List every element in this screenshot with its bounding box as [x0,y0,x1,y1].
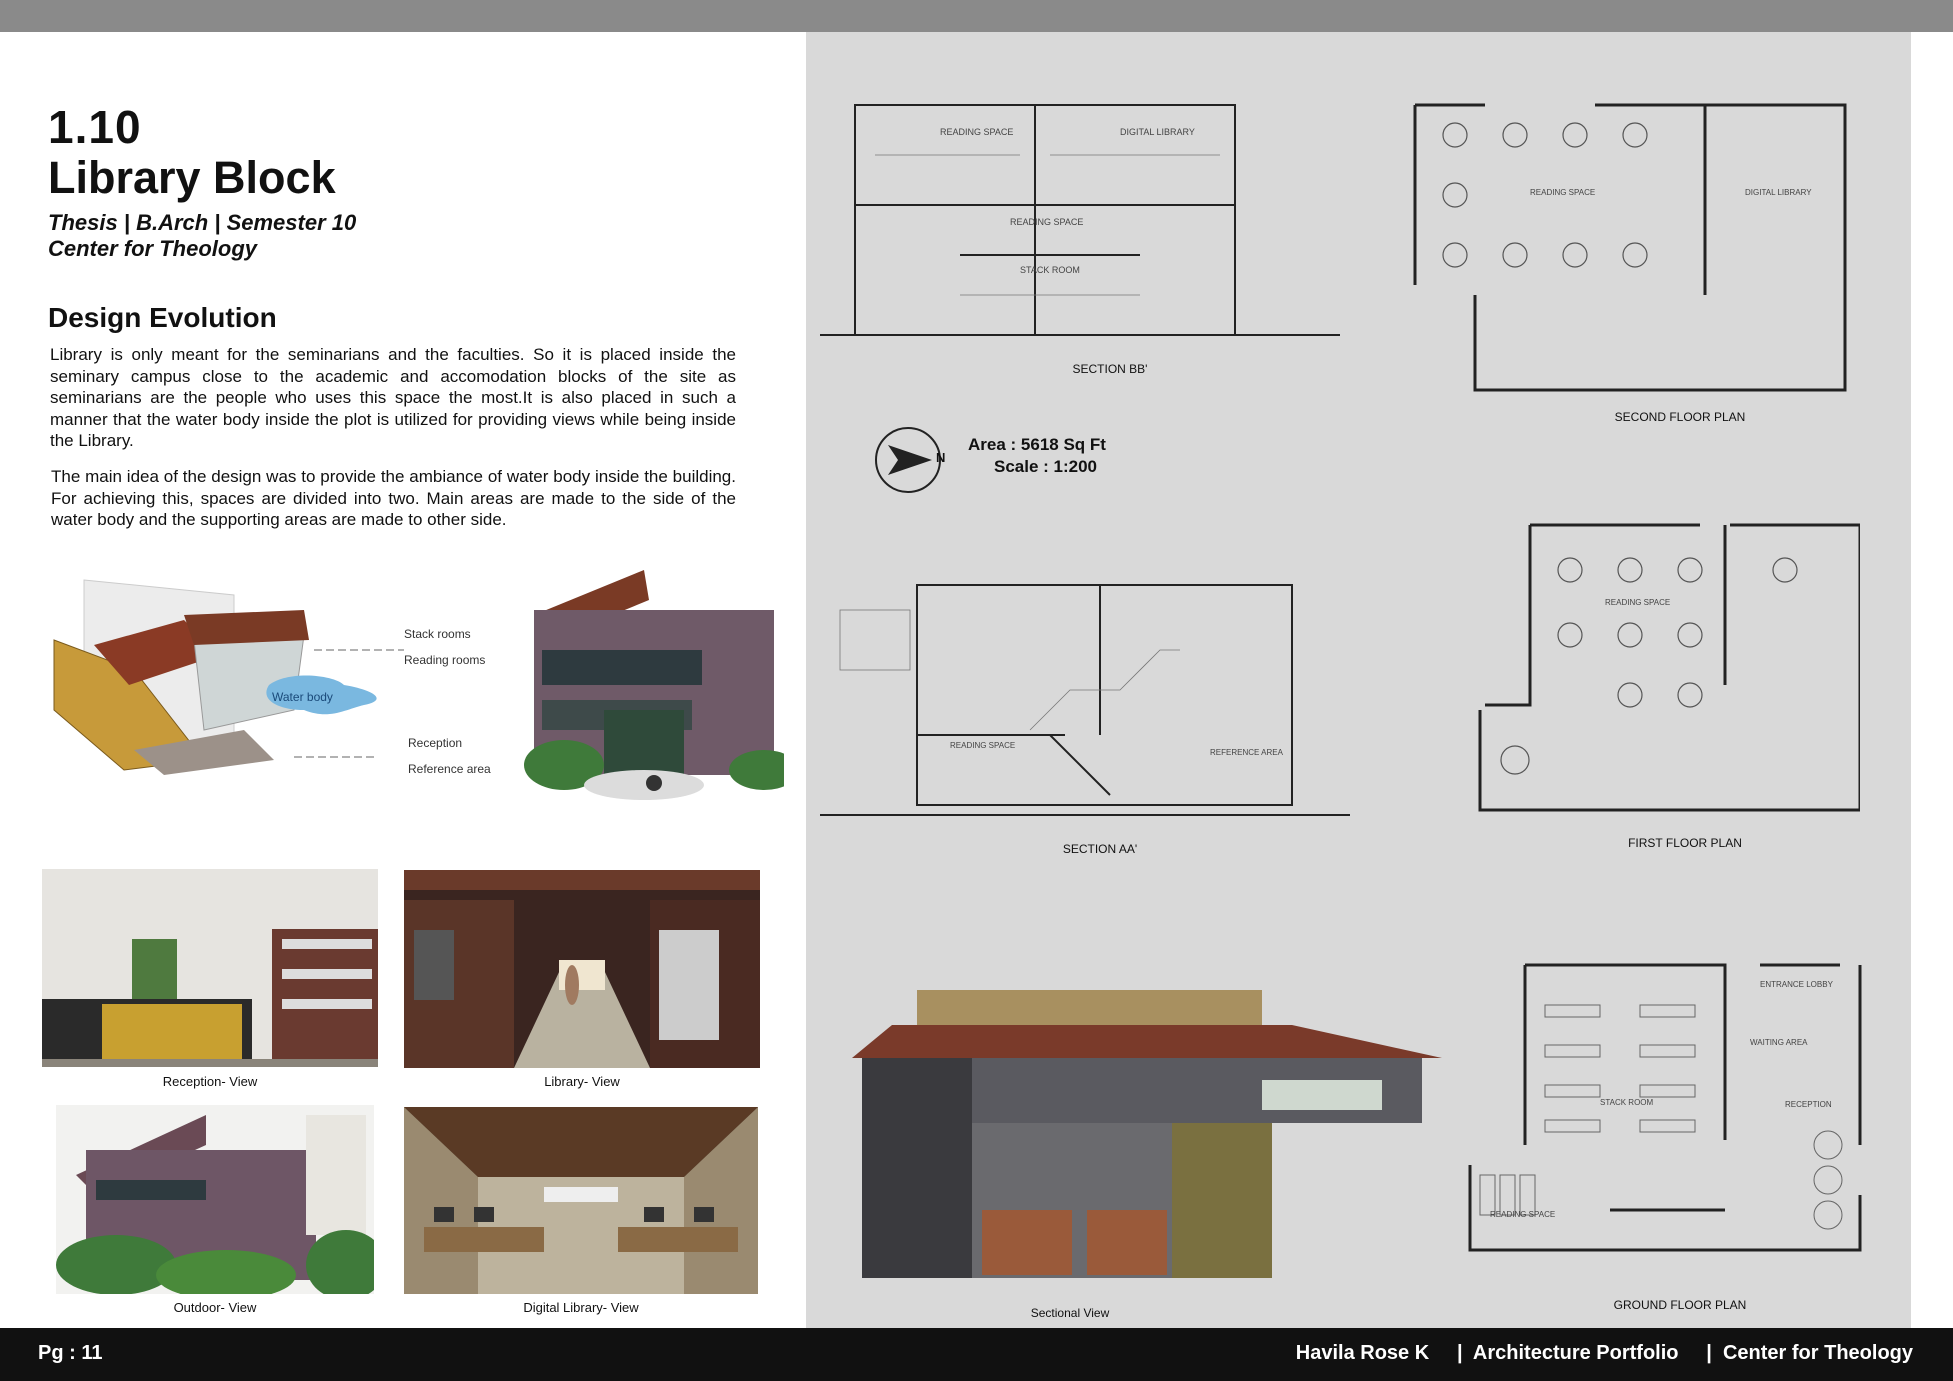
first-floor-plan-caption: FIRST FLOOR PLAN [1628,836,1742,850]
sectional-view-render [852,990,1442,1290]
paragraph-1: Library is only meant for the seminarians and the faculties. So it is placed inside the seminary campus close to the academic and accomodation blocks of the site as seminarians are the people who uses this space the most.It is also placed in such a manner that the water body inside the plot is utilized for providing views while being inside the Library. [50,345,736,450]
page-subtitle: Thesis | B.Arch | Semester 10 [48,210,357,235]
area-text: Area : 5618 Sq Ft [968,435,1106,454]
first-floor-plan-drawing [1470,510,1860,820]
second-floor-plan-caption: SECOND FLOOR PLAN [1614,410,1746,424]
svg-text:READING SPACE: READING SPACE [1010,217,1084,227]
svg-text:READING SPACE: READING SPACE [1490,1210,1556,1219]
ground-floor-plan-drawing [1460,905,1880,1295]
page-number: Pg : 11 [38,1342,103,1364]
ground-floor-plan-caption: GROUND FLOOR PLAN [1613,1298,1747,1312]
sectional-view-caption: Sectional View [1030,1306,1110,1320]
svg-text:DIGITAL LIBRARY: DIGITAL LIBRARY [1120,127,1195,137]
footer-bar [0,1328,1953,1381]
svg-text:READING SPACE: READING SPACE [950,741,1016,750]
second-floor-plan-drawing [1405,95,1875,405]
svg-text:ENTRANCE LOBBY: ENTRANCE LOBBY [1760,980,1833,989]
digital-library-view-caption: Digital Library- View [523,1300,639,1315]
section-aa-drawing [820,580,1360,840]
outdoor-view-caption: Outdoor- View [173,1300,257,1315]
svg-text:WAITING AREA: WAITING AREA [1750,1038,1808,1047]
page-title: Library Block [48,152,336,203]
reading-rooms-label: Reading rooms [404,653,486,667]
stack-rooms-label: Stack rooms [404,627,471,641]
library-view-caption: Library- View [544,1074,620,1089]
svg-text:REFERENCE AREA: REFERENCE AREA [1210,748,1283,757]
section-heading: Design Evolution [48,302,277,333]
library-view-illustration [404,870,760,1068]
svg-text:READING SPACE: READING SPACE [1530,188,1596,197]
digital-library-view-image [404,1107,758,1294]
digital-library-view-illustration [404,1107,758,1294]
reception-label: Reception [408,736,463,750]
top-bar [0,0,1953,32]
svg-text:STACK ROOM: STACK ROOM [1020,265,1080,275]
svg-text:STACK ROOM: STACK ROOM [1600,1098,1654,1107]
water-body-label: Water body [272,690,333,704]
reception-view-illustration [42,869,378,1067]
outdoor-view-image [56,1105,374,1294]
north-arrow-icon [874,425,944,495]
reference-area-label: Reference area [408,762,491,776]
footer-credit: Havila Rose K | Architecture Portfolio | Center for Theology [1295,1342,1913,1364]
svg-text:DIGITAL LIBRARY: DIGITAL LIBRARY [1745,188,1812,197]
concept-diagram [44,560,784,810]
reception-view-image [42,869,378,1067]
page-section-number: 1.10 [48,101,142,153]
project-name: Center for Theology [48,236,258,261]
area-scale-info [968,434,1106,478]
library-view-image [404,870,760,1068]
paragraph-2: The main idea of the design was to provide the ambiance of water body inside the building. For achieving this, spaces are divided into two. Main areas are made to the side of the water body and the supporting areas are made to other side. [51,467,736,529]
reception-view-caption: Reception- View [162,1074,258,1089]
scale-text: Scale : 1:200 [994,457,1098,476]
svg-text:READING SPACE: READING SPACE [940,127,1014,137]
section-bb-caption: SECTION BB' [1072,362,1148,376]
section-bb-drawing [820,95,1360,355]
svg-text:READING SPACE: READING SPACE [1605,598,1671,607]
svg-text:RECEPTION: RECEPTION [1785,1100,1832,1109]
section-aa-caption: SECTION AA' [1062,842,1138,856]
north-label: N [936,450,946,465]
outdoor-view-illustration [56,1105,374,1294]
